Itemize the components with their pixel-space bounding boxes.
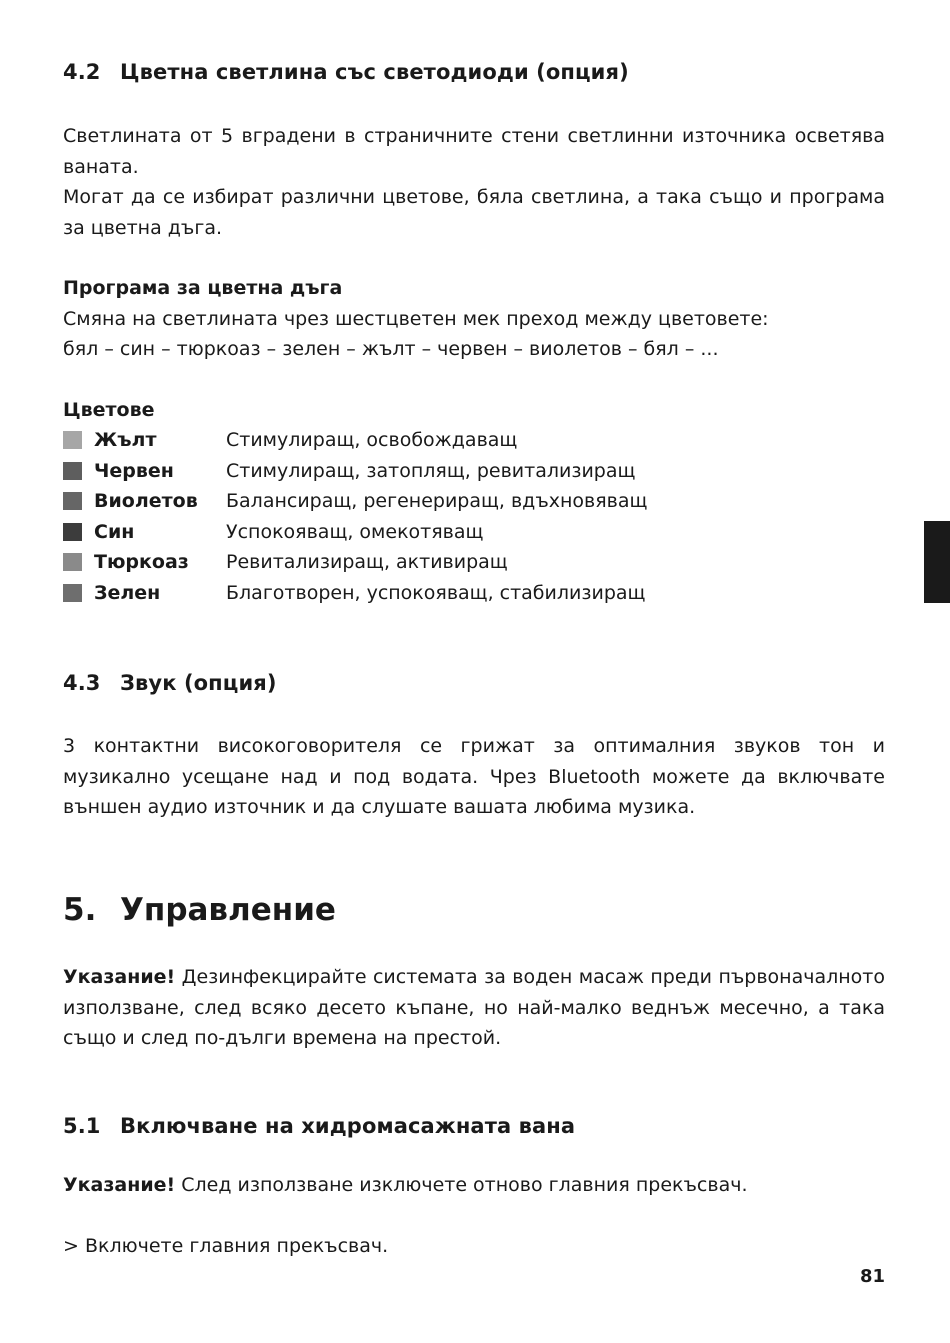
- note-label: Указание!: [63, 1174, 176, 1196]
- instruction-step: > Включете главния прекъсвач.: [63, 1235, 389, 1257]
- chapter-title: Управление: [120, 892, 336, 928]
- paragraph-color-options: Могат да се избират различни цветове, бяла светлина, а така също и програма за цветна дъга.: [63, 186, 885, 239]
- color-swatch: [63, 523, 82, 541]
- note-disinfect: [63, 962, 885, 1054]
- section-number: 4.2: [63, 60, 101, 84]
- color-row-turquoise: [63, 547, 885, 578]
- paragraph-sound: 3 контактни високоговорителя се грижат за оптималния звуков тон и музикално усещане над и под водата. Чрез Bluetooth можете да включвате външен аудио източник и да слушате вашата любима музика.: [63, 735, 885, 818]
- color-name: Жълт: [94, 429, 157, 451]
- chapter-heading-5: [63, 892, 336, 928]
- section-title: Включване на хидромасажната вана: [120, 1114, 576, 1138]
- page-number: 81: [859, 1266, 885, 1287]
- color-description: Стимулиращ, освобождаващ: [226, 429, 518, 451]
- section-heading-4-2: [63, 60, 629, 84]
- color-name: Син: [94, 521, 135, 543]
- color-description: Успокояващ, омекотяващ: [226, 521, 484, 543]
- color-name: Зелен: [94, 582, 161, 604]
- color-name: Червен: [94, 460, 174, 482]
- color-swatch: [63, 431, 82, 449]
- color-swatch: [63, 553, 82, 571]
- color-description: Благотворен, успокояващ, стабилизиращ: [226, 582, 646, 604]
- color-row-blue: [63, 517, 885, 548]
- color-swatch: [63, 584, 82, 602]
- color-row-violet: [63, 486, 885, 517]
- rainbow-line-2: бял – син – тюркоаз – зелен – жълт – червен – виолетов – бял – ...: [63, 338, 719, 360]
- section-heading-4-3: [63, 671, 277, 695]
- section-number: 5.1: [63, 1114, 101, 1138]
- paragraph-led-sources: Светлината от 5 вградени в страничните стени светлинни източника осветява ваната.: [63, 125, 885, 178]
- color-row-yellow: [63, 425, 885, 456]
- note-text: Дезинфекцирайте системата за воден масаж преди първоначалното използване, след всяко десето къпане, но най-малко веднъж месечно, а така също и след по-дълги времена на престой.: [63, 966, 885, 1049]
- note-label: Указание!: [63, 966, 176, 988]
- section-title: Звук (опция): [120, 671, 277, 695]
- color-description: Ревитализиращ, активиращ: [226, 551, 508, 573]
- color-row-red: [63, 456, 885, 487]
- colors-heading: Цветове: [63, 399, 155, 421]
- rainbow-heading: Програма за цветна дъга: [63, 277, 343, 299]
- color-swatch: [63, 462, 82, 480]
- color-name: Тюркоаз: [94, 551, 189, 573]
- color-description: Балансиращ, регенериращ, вдъхновяващ: [226, 490, 648, 512]
- color-swatch: [63, 492, 82, 510]
- note-switch-off: [63, 1170, 747, 1201]
- chapter-tab-marker: [924, 521, 950, 603]
- note-text: След използване изключете отново главния прекъсвач.: [175, 1174, 748, 1196]
- chapter-number: 5.: [63, 892, 97, 928]
- section-heading-5-1: [63, 1114, 575, 1138]
- rainbow-line-1: Смяна на светлината чрез шестцветен мек преход между цветовете:: [63, 308, 769, 330]
- section-number: 4.3: [63, 671, 101, 695]
- color-row-green: [63, 578, 885, 609]
- color-description: Стимулиращ, затоплящ, ревитализиращ: [226, 460, 636, 482]
- section-title: Цветна светлина със светодиоди (опция): [120, 60, 629, 84]
- color-name: Виолетов: [94, 490, 198, 512]
